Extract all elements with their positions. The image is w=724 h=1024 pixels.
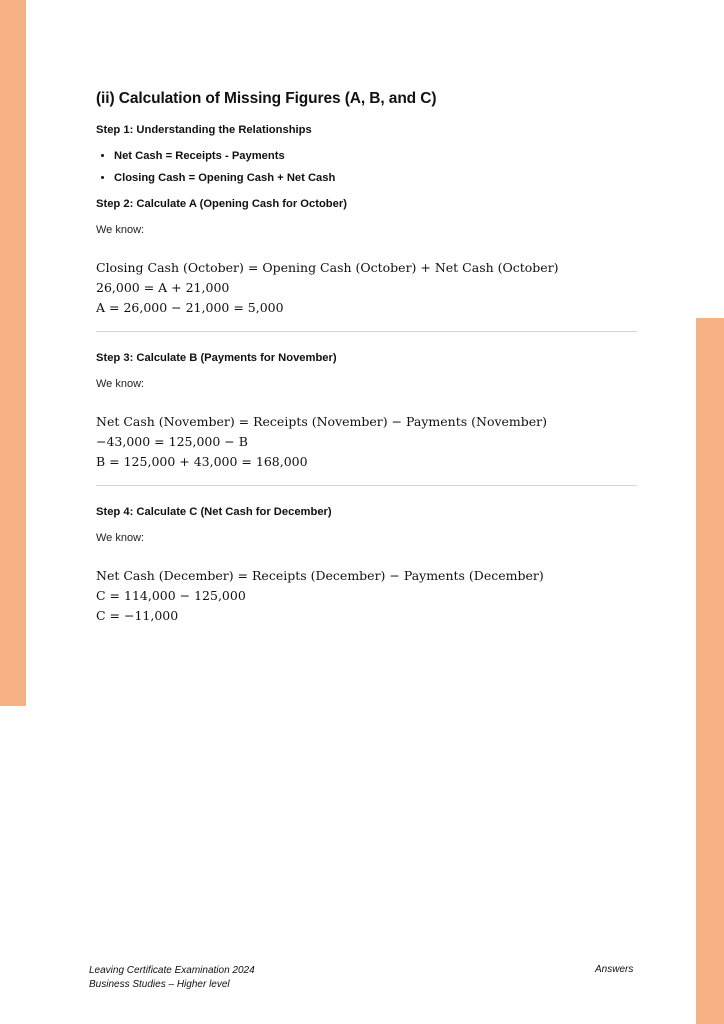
equation-line: 26,000 = A + 21,000 — [96, 280, 230, 295]
step-3-title: Step 3: Calculate B (Payments for November) — [96, 352, 337, 364]
equation-line: C = −11,000 — [96, 608, 179, 623]
footer-section: Answers — [595, 964, 634, 975]
step-4-intro: We know: — [96, 532, 145, 544]
step-2-equations — [96, 258, 637, 318]
equation-line: −43,000 = 125,000 − B — [96, 434, 248, 449]
equation-line: A = 26,000 − 21,000 = 5,000 — [96, 300, 284, 315]
decorative-band-left — [0, 0, 26, 706]
step-1-title: Step 1: Understanding the Relationships — [96, 124, 312, 136]
step-1 — [96, 124, 637, 184]
equation-line: C = 114,000 − 125,000 — [96, 588, 246, 603]
footer-subject: Business Studies – Higher level — [89, 979, 230, 990]
step-4 — [96, 506, 637, 626]
equation-line: B = 125,000 + 43,000 = 168,000 — [96, 454, 308, 469]
footer-exam: Leaving Certificate Examination 2024 — [89, 965, 255, 976]
step-2-intro: We know: — [96, 224, 145, 236]
step-2 — [96, 198, 637, 318]
equation-line: Net Cash (December) = Receipts (December) − Payments (December) — [96, 568, 544, 583]
step-3 — [96, 352, 637, 472]
footer-exam-info — [89, 964, 255, 992]
divider — [96, 485, 637, 486]
step-4-equations — [96, 566, 637, 626]
step-3-equations — [96, 412, 637, 472]
equation-line: Net Cash (November) = Receipts (November) − Payments (November) — [96, 414, 548, 429]
list-item: • Net Cash = Receipts - Payments — [114, 150, 637, 162]
step-4-title: Step 4: Calculate C (Net Cash for December) — [96, 506, 332, 518]
answer-content — [96, 90, 637, 626]
step-3-intro: We know: — [96, 378, 145, 390]
step-2-title: Step 2: Calculate A (Opening Cash for October) — [96, 198, 347, 210]
relationship-list — [96, 150, 637, 184]
divider — [96, 331, 637, 332]
section-heading: (ii) Calculation of Missing Figures (A, B, and C) — [96, 90, 437, 107]
list-item: • Closing Cash = Opening Cash + Net Cash — [114, 172, 637, 184]
decorative-band-right — [696, 318, 724, 1024]
equation-line: Closing Cash (October) = Opening Cash (October) + Net Cash (October) — [96, 260, 559, 275]
